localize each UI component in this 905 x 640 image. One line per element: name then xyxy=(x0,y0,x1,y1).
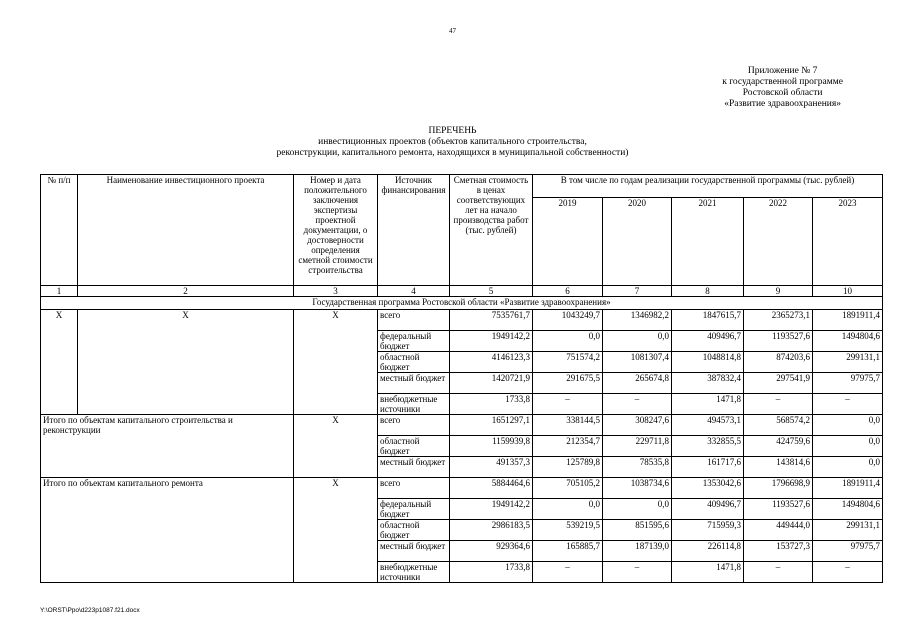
year-value: 449444,0 xyxy=(744,520,813,541)
column-number: 8 xyxy=(672,286,744,297)
year-value: 1471,8 xyxy=(672,562,744,583)
year-value: – xyxy=(744,394,813,415)
year-value: – xyxy=(603,562,672,583)
funding-source: всего xyxy=(378,478,450,499)
estimated-cost-value: 2986183,5 xyxy=(450,520,533,541)
year-value: 229711,8 xyxy=(603,436,672,457)
year-value: 153727,3 xyxy=(744,541,813,562)
expertise-cell: X xyxy=(294,415,378,478)
year-value: 0,0 xyxy=(813,457,883,478)
year-value: 1353042,6 xyxy=(672,478,744,499)
funding-row xyxy=(41,310,883,331)
year-value: 125789,8 xyxy=(533,457,603,478)
appendix-note xyxy=(722,66,843,110)
appendix-line: «Развитие здравоохранения» xyxy=(724,99,841,109)
column-number: 4 xyxy=(378,286,450,297)
header-year: 2021 xyxy=(672,198,744,286)
year-value: 0,0 xyxy=(813,415,883,436)
funding-source: внебюджетные источники xyxy=(378,562,450,583)
section-total-name: Итого по объектам капитального ремонта xyxy=(41,478,294,583)
year-value: 212354,7 xyxy=(533,436,603,457)
funding-source: областной бюджет xyxy=(378,352,450,373)
year-value: 409496,7 xyxy=(672,499,744,520)
year-value: – xyxy=(533,394,603,415)
header-expertise: Номер и дата положительного заключения экспертизы проектной документации, о достоверности определения сметной стоимости строительства xyxy=(294,175,378,286)
estimated-cost-value: 1949142,2 xyxy=(450,331,533,352)
column-number: 2 xyxy=(78,286,294,297)
header-year: 2019 xyxy=(533,198,603,286)
year-value: 1048814,8 xyxy=(672,352,744,373)
year-value: 297541,9 xyxy=(744,373,813,394)
header-num: № п/п xyxy=(41,175,78,286)
year-value: 97975,7 xyxy=(813,373,883,394)
year-value: 143814,6 xyxy=(744,457,813,478)
year-value: 0,0 xyxy=(813,436,883,457)
project-name: X xyxy=(78,310,294,415)
year-value: 187139,0 xyxy=(603,541,672,562)
funding-source: местный бюджет xyxy=(378,541,450,562)
year-value: – xyxy=(533,562,603,583)
appendix-line: Ростовской области xyxy=(742,88,823,98)
title-line: реконструкции, капитального ремонта, находящихся в муниципальной собственности) xyxy=(276,148,629,158)
year-value: 1494804,6 xyxy=(813,331,883,352)
year-value: 2365273,1 xyxy=(744,310,813,331)
year-value: 308247,6 xyxy=(603,415,672,436)
funding-row xyxy=(41,478,883,499)
estimated-cost-value: 5884464,6 xyxy=(450,478,533,499)
funding-source: федеральный бюджет xyxy=(378,499,450,520)
appendix-line: к государственной программе xyxy=(722,77,843,87)
year-value: 851595,6 xyxy=(603,520,672,541)
funding-source: федеральный бюджет xyxy=(378,331,450,352)
estimated-cost-value: 4146123,3 xyxy=(450,352,533,373)
funding-source: внебюджетные источники xyxy=(378,394,450,415)
estimated-cost-value: 1733,8 xyxy=(450,394,533,415)
expertise-cell: X xyxy=(294,310,378,415)
document-title xyxy=(0,126,905,159)
header-year: 2022 xyxy=(744,198,813,286)
year-value: 1796698,9 xyxy=(744,478,813,499)
year-value: 1471,8 xyxy=(672,394,744,415)
year-value: 1891911,4 xyxy=(813,478,883,499)
year-value: 299131,1 xyxy=(813,352,883,373)
funding-source: всего xyxy=(378,415,450,436)
funding-source: всего xyxy=(378,310,450,331)
header-source: Источник финансирования xyxy=(378,175,450,286)
expertise-cell: X xyxy=(294,478,378,583)
investment-projects-table xyxy=(40,174,883,583)
column-number-row xyxy=(41,286,883,297)
project-number: X xyxy=(41,310,78,415)
year-value: 387832,4 xyxy=(672,373,744,394)
header-year: 2020 xyxy=(603,198,672,286)
estimated-cost-value: 929364,6 xyxy=(450,541,533,562)
title-heading: ПЕРЕЧЕНЬ xyxy=(428,126,477,136)
appendix-line: Приложение № 7 xyxy=(747,66,818,76)
page-number: 47 xyxy=(449,27,456,35)
year-value: 1891911,4 xyxy=(813,310,883,331)
header-years-group: В том числе по годам реализации государственной программы (тыс. рублей) xyxy=(533,175,883,198)
year-value: 409496,7 xyxy=(672,331,744,352)
year-value: 291675,5 xyxy=(533,373,603,394)
title-line: инвестиционных проектов (объектов капитального строительства, xyxy=(318,137,587,147)
year-value: 874203,6 xyxy=(744,352,813,373)
year-value: 165885,7 xyxy=(533,541,603,562)
header-year: 2023 xyxy=(813,198,883,286)
section-total-name: Итого по объектам капитального строительства и реконструкции xyxy=(41,415,294,478)
estimated-cost-value: 1651297,1 xyxy=(450,415,533,436)
year-value: 97975,7 xyxy=(813,541,883,562)
column-number: 10 xyxy=(813,286,883,297)
column-number: 9 xyxy=(744,286,813,297)
year-value: 0,0 xyxy=(533,331,603,352)
year-value: 0,0 xyxy=(533,499,603,520)
column-number: 3 xyxy=(294,286,378,297)
header-row xyxy=(41,175,883,198)
estimated-cost-value: 1159939,8 xyxy=(450,436,533,457)
year-value: 161717,6 xyxy=(672,457,744,478)
year-value: 715959,3 xyxy=(672,520,744,541)
column-number: 7 xyxy=(603,286,672,297)
year-value: – xyxy=(813,394,883,415)
file-path-footer: Y:\ORST\Ppo\d223p1087.f21.docx xyxy=(40,607,140,614)
year-value: 78535,8 xyxy=(603,457,672,478)
estimated-cost-value: 1733,8 xyxy=(450,562,533,583)
funding-source: областной бюджет xyxy=(378,520,450,541)
year-value: 332855,5 xyxy=(672,436,744,457)
funding-source: местный бюджет xyxy=(378,457,450,478)
year-value: 0,0 xyxy=(603,331,672,352)
year-value: 424759,6 xyxy=(744,436,813,457)
year-value: – xyxy=(744,562,813,583)
header-estimated-cost: Сметная стоимость в ценах соответствующих лет на начало производства работ (тыс. рублей) xyxy=(450,175,533,286)
year-value: 1193527,6 xyxy=(744,331,813,352)
year-value: 568574,2 xyxy=(744,415,813,436)
estimated-cost-value: 1420721,9 xyxy=(450,373,533,394)
year-value: 0,0 xyxy=(603,499,672,520)
year-value: 1193527,6 xyxy=(744,499,813,520)
year-value: 705105,2 xyxy=(533,478,603,499)
program-title: Государственная программа Ростовской области «Развитие здравоохранения» xyxy=(41,297,883,310)
year-value: 539219,5 xyxy=(533,520,603,541)
year-value: – xyxy=(603,394,672,415)
header-name: Наименование инвестиционного проекта xyxy=(78,175,294,286)
funding-source: местный бюджет xyxy=(378,373,450,394)
estimated-cost-value: 1949142,2 xyxy=(450,499,533,520)
funding-row xyxy=(41,415,883,436)
year-value: 1081307,4 xyxy=(603,352,672,373)
program-title-row xyxy=(41,297,883,310)
year-value: 1043249,7 xyxy=(533,310,603,331)
year-value: 1038734,6 xyxy=(603,478,672,499)
funding-source: областной бюджет xyxy=(378,436,450,457)
year-value: 1494804,6 xyxy=(813,499,883,520)
year-value: 265674,8 xyxy=(603,373,672,394)
year-value: – xyxy=(813,562,883,583)
year-value: 226114,8 xyxy=(672,541,744,562)
year-value: 1847615,7 xyxy=(672,310,744,331)
year-value: 751574,2 xyxy=(533,352,603,373)
year-value: 1346982,2 xyxy=(603,310,672,331)
year-value: 299131,1 xyxy=(813,520,883,541)
year-value: 338144,5 xyxy=(533,415,603,436)
column-number: 1 xyxy=(41,286,78,297)
year-value: 494573,1 xyxy=(672,415,744,436)
column-number: 6 xyxy=(533,286,603,297)
estimated-cost-value: 491357,3 xyxy=(450,457,533,478)
column-number: 5 xyxy=(450,286,533,297)
estimated-cost-value: 7535761,7 xyxy=(450,310,533,331)
